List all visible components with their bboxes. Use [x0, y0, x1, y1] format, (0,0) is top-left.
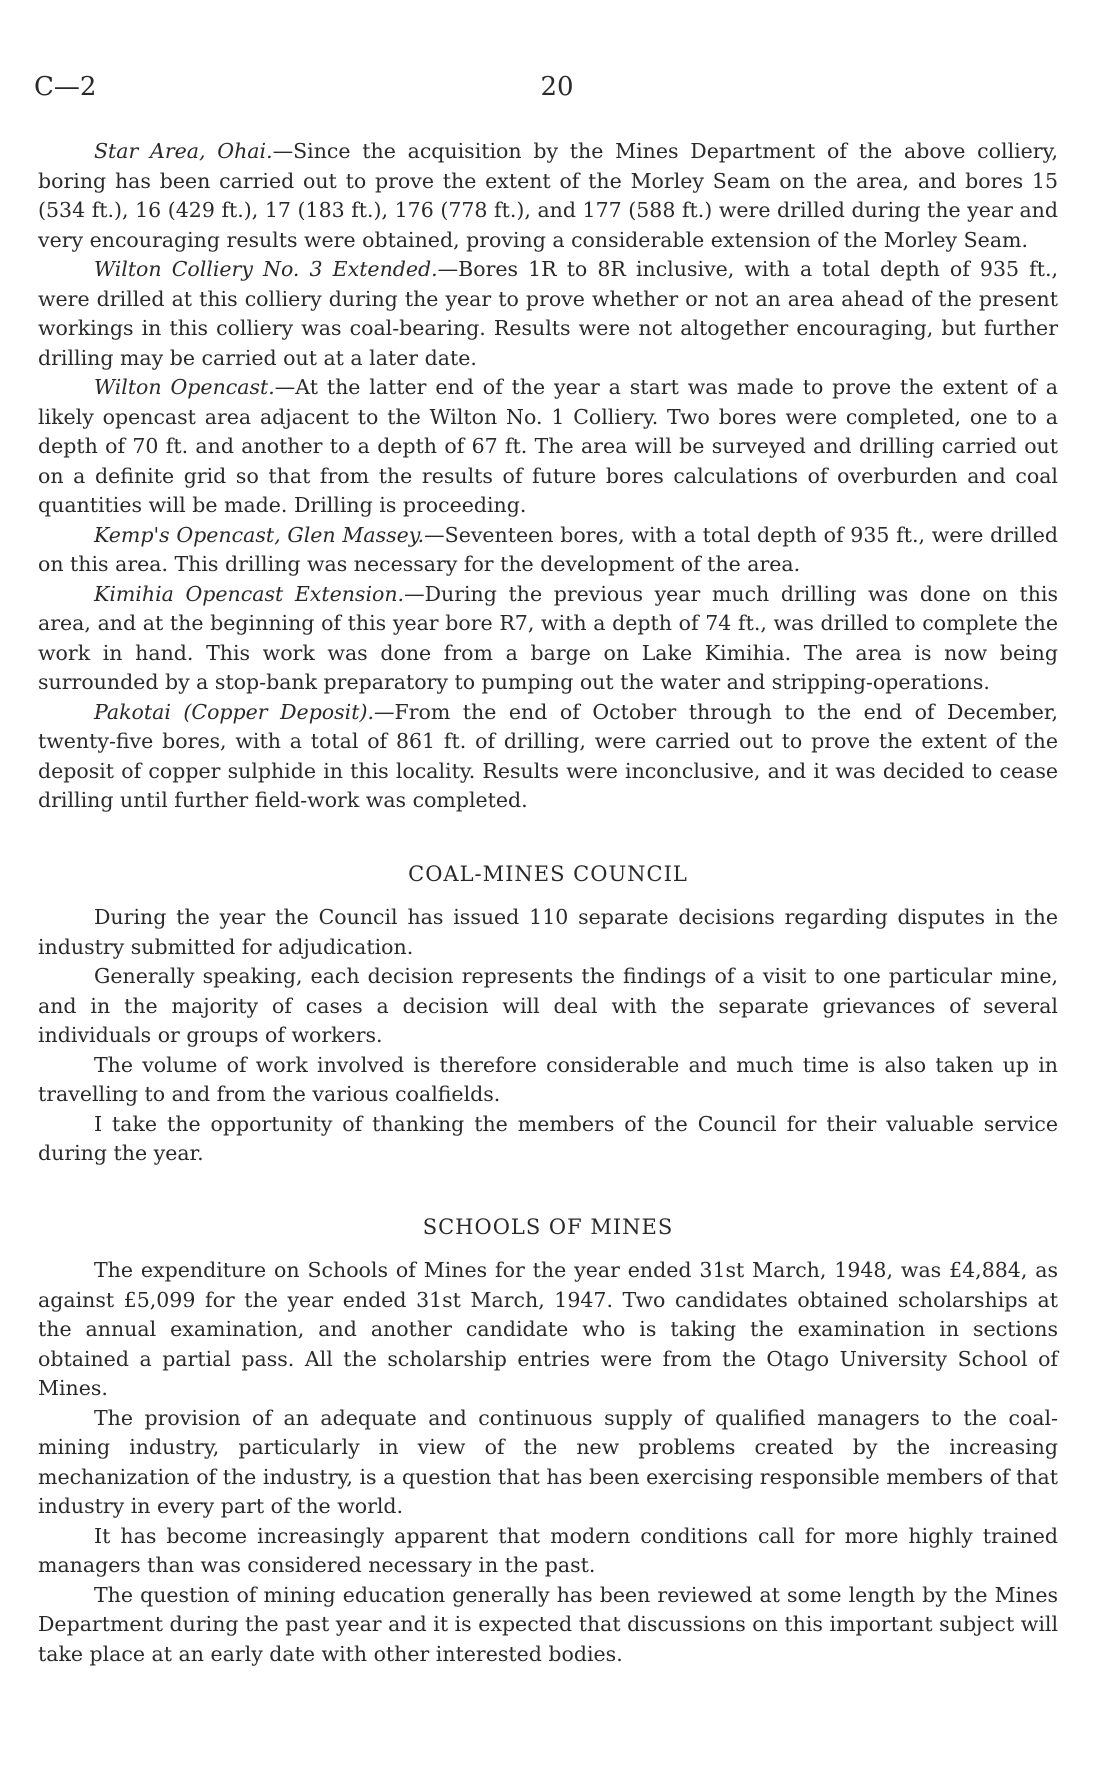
- paragraph: [38, 698, 1058, 816]
- paragraph: Generally speaking, each decision represents the findings of a visit to one particular mine, and in the majority of cases a decision will deal with the separate grievances of several individuals or groups of workers.: [38, 964, 1058, 1047]
- paragraph: [38, 137, 1058, 255]
- paragraph-lead: Wilton Colliery No. 3 Extended.: [94, 257, 438, 281]
- paragraph-text: —During the previous year much drilling was done on this area, and at the beginning of this year bore R7, with a depth of 74 ft., was drilled to complete the work in hand. This work was done from a barge on Lake Kimihia. The area is now being surrounded by a stop-bank preparatory to pumping out the water and stripping-operations.: [38, 581, 1059, 694]
- paragraph-text: —Seventeen bores, with a total depth of 935 ft., were drilled on this area. This drilling was necessary for the development of the area.: [38, 522, 1058, 576]
- paragraph: The question of mining education generally has been reviewed at some length by the Mines Department during the past year and it is expected that discussions on this important subject will take place at an early date with other interested bodies.: [38, 1582, 1058, 1666]
- page-header: [0, 72, 1114, 112]
- paragraph-lead: Pakotai (Copper Deposit).: [94, 699, 374, 724]
- paragraph: The provision of an adequate and continuous supply of qualified managers to the coal-mining industry, particularly in view of the new problems created by the increasing mechanization of the industry, is a question that has been exercising responsible members of that industry in every part of the world.: [38, 1405, 1058, 1518]
- paragraph: [38, 255, 1058, 373]
- page-number: 20: [540, 72, 574, 102]
- paragraph-text: —Since the acquisition by the Mines Department of the above colliery, boring has been carried out to prove the extent of the Morley Seam on the area, and bores 15 (534 ft.), 16 (429 ft.), 17 (183 ft.), 176 (778 ft.), and 177 (588 ft.) were drilled during the year and very encouraging results were obtained, proving a considerable extension of the Morley Seam.: [38, 139, 1058, 252]
- paragraph-text: —Bores 1R to 8R inclusive, with a total depth of 935 ft., were drilled at this colliery during the year to prove whether or not an area ahead of the present workings in this colliery was coal-bearing. Results were not altogether encouraging, but further drilling may be carried out at a later date.: [38, 257, 1058, 370]
- paragraph-lead: Wilton Opencast.: [94, 375, 275, 399]
- paragraph: I take the opportunity of thanking the members of the Council for their valuable service during the year.: [38, 1111, 1058, 1165]
- paragraph: The volume of work involved is therefore considerable and much time is also taken up in travelling to and from the various coalfields.: [38, 1052, 1058, 1106]
- paragraph-text: —From the end of October through to the end of December, twenty-five bores, with a total of 861 ft. of drilling, were carried out to prove the extent of the deposit of copper sulphide in this locality. Results were inconclusive, and it was decided to cease drilling until further field-work was completed.: [38, 699, 1058, 812]
- paragraph: [38, 580, 1058, 698]
- section-heading-schools-of-mines: SCHOOLS OF MINES: [422, 1214, 674, 1239]
- paragraph: The expenditure on Schools of Mines for the year ended 31st March, 1948, was £4,884, as against £5,099 for the year ended 31st March, 1947. Two candidates obtained scholarships at the annual examination, and another candidate who is taking the examination in sections obtained a partial pass. All the scholarship entries were from the Otago University School of Mines.: [38, 1258, 1058, 1400]
- paragraph-lead: Kimihia Opencast Extension.: [94, 581, 405, 606]
- paragraph: During the year the Council has issued 110 separate decisions regarding disputes in the industry submitted for adjudication.: [38, 905, 1058, 959]
- paragraph: It has become increasingly apparent that modern conditions call for more highly trained managers than was considered necessary in the past.: [38, 1523, 1058, 1577]
- section-heading-coal-mines-council: COAL-MINES COUNCIL: [408, 861, 688, 886]
- paragraph: [38, 373, 1058, 521]
- section-reference: C—2: [34, 72, 97, 102]
- page-body: [38, 137, 1058, 1669]
- paragraph-lead: Star Area, Ohai.: [94, 139, 273, 163]
- paragraph: [38, 521, 1058, 580]
- paragraph-text: —At the latter end of the year a start was made to prove the extent of a likely opencast area adjacent to the Wilton No. 1 Colliery. Two bores were completed, one to a depth of 70 ft. and another to a depth of 67 ft. The area will be surveyed and drilling carried out on a definite grid so that from the results of future bores calculations of overburden and coal quantities will be made. Drilling is proceeding.: [38, 375, 1058, 517]
- paragraph-lead: Kemp's Opencast, Glen Massey.: [94, 522, 425, 547]
